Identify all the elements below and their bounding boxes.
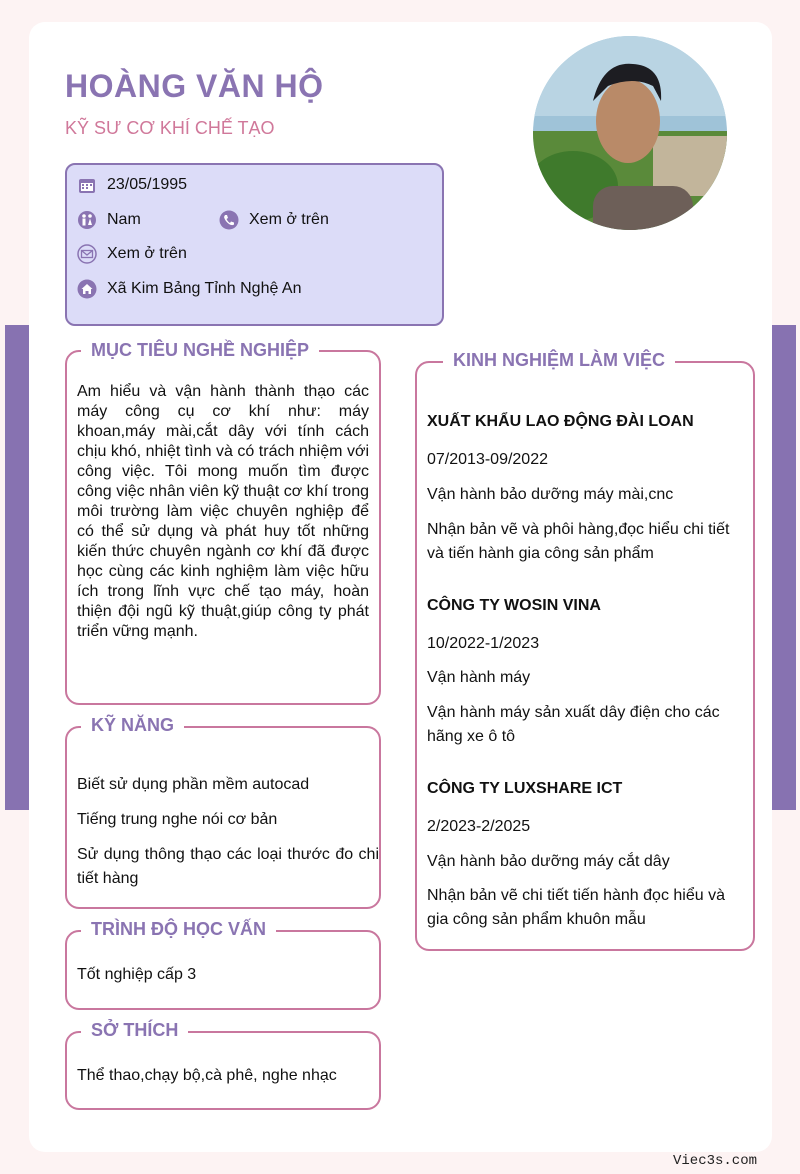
candidate-title: KỸ SƯ CƠ KHÍ CHẾ TẠO (65, 118, 275, 138)
job-period: 07/2013-09/2022 (427, 451, 548, 468)
hobbies-heading: SỞ THÍCH (81, 1020, 188, 1041)
hobbies-text: Thể thao,chạy bộ,cà phê, nghe nhạc (77, 1067, 337, 1084)
right-accent-band (772, 325, 796, 810)
skill-item: Sử dụng thông thạo các loại thước đo chi tiết hàng (77, 846, 379, 887)
gender-value: Nam (107, 211, 141, 228)
phone-value: Xem ở trên (249, 211, 329, 228)
skill-item: Tiếng trung nghe nói cơ bản (77, 811, 278, 828)
candidate-name: HOÀNG VĂN HỘ (65, 68, 324, 104)
email-value: Xem ở trên (107, 245, 187, 262)
email-icon (77, 244, 97, 264)
home-icon (77, 279, 97, 299)
gender-icon (77, 210, 97, 230)
objective-text: Am hiểu và vận hành thành thạo các máy công cụ cơ khí như: máy khoan,máy mài,cắt dây với tính cách chịu khó, nhiệt tình và có trách nhiệm với công việc. Tôi mong muốn tìm được công việc nhân viên kỹ thuật cơ khí trong môi trường làm việc chuyên nghiệp để có thể sử dụng và phát huy tốt những kiến thức chuyên ngành cơ khí đã được học cùng các kinh nghiệm làm việc hữu ích trong lĩnh vực chế tạo máy, hoàn thiện đội ngũ kỹ thuật,giúp công ty phát triển vững mạnh. (77, 383, 369, 640)
job-period: 2/2023-2/2025 (427, 818, 531, 835)
job-period: 10/2022-1/2023 (427, 635, 540, 652)
experience-heading: KINH NGHIỆM LÀM VIỆC (443, 350, 675, 371)
job-description: Nhận bản vẽ và phôi hàng,đọc hiểu chi tiết và tiến hành gia công sản phẩm (427, 521, 730, 562)
job-description: Nhận bản vẽ chi tiết tiến hành đọc hiểu và gia công sản phẩm khuôn mẫu (427, 887, 725, 928)
job-company: CÔNG TY LUXSHARE ICT (427, 780, 623, 797)
watermark: Viec3s.com (673, 1153, 758, 1169)
dob-value: 23/05/1995 (107, 176, 188, 193)
address-row (77, 279, 302, 299)
gender-row (77, 210, 141, 230)
objective-heading: MỤC TIÊU NGHỀ NGHIỆP (81, 340, 319, 361)
phone-row (219, 210, 329, 230)
dob-row (77, 175, 187, 195)
education-heading: TRÌNH ĐỘ HỌC VẤN (81, 919, 276, 940)
phone-icon (219, 210, 239, 230)
job-role: Vận hành bảo dưỡng máy cắt dây (427, 853, 670, 870)
avatar (533, 36, 727, 230)
job-company: XUẤT KHẨU LAO ĐỘNG ĐÀI LOAN (427, 413, 694, 430)
job-company: CÔNG TY WOSIN VINA (427, 597, 601, 614)
job-role: Vận hành máy (427, 669, 531, 686)
job-description: Vận hành máy sản xuất dây điện cho các hãng xe ô tô (427, 704, 720, 745)
job-role: Vận hành bảo dưỡng máy mài,cnc (427, 486, 674, 503)
education-text: Tốt nghiệp cấp 3 (77, 966, 197, 983)
calendar-icon (77, 175, 97, 195)
email-row (77, 244, 187, 264)
skills-heading: KỸ NĂNG (81, 715, 184, 736)
skill-item: Biết sử dụng phần mềm autocad (77, 776, 310, 793)
address-value: Xã Kim Bảng Tỉnh Nghệ An (107, 280, 302, 297)
